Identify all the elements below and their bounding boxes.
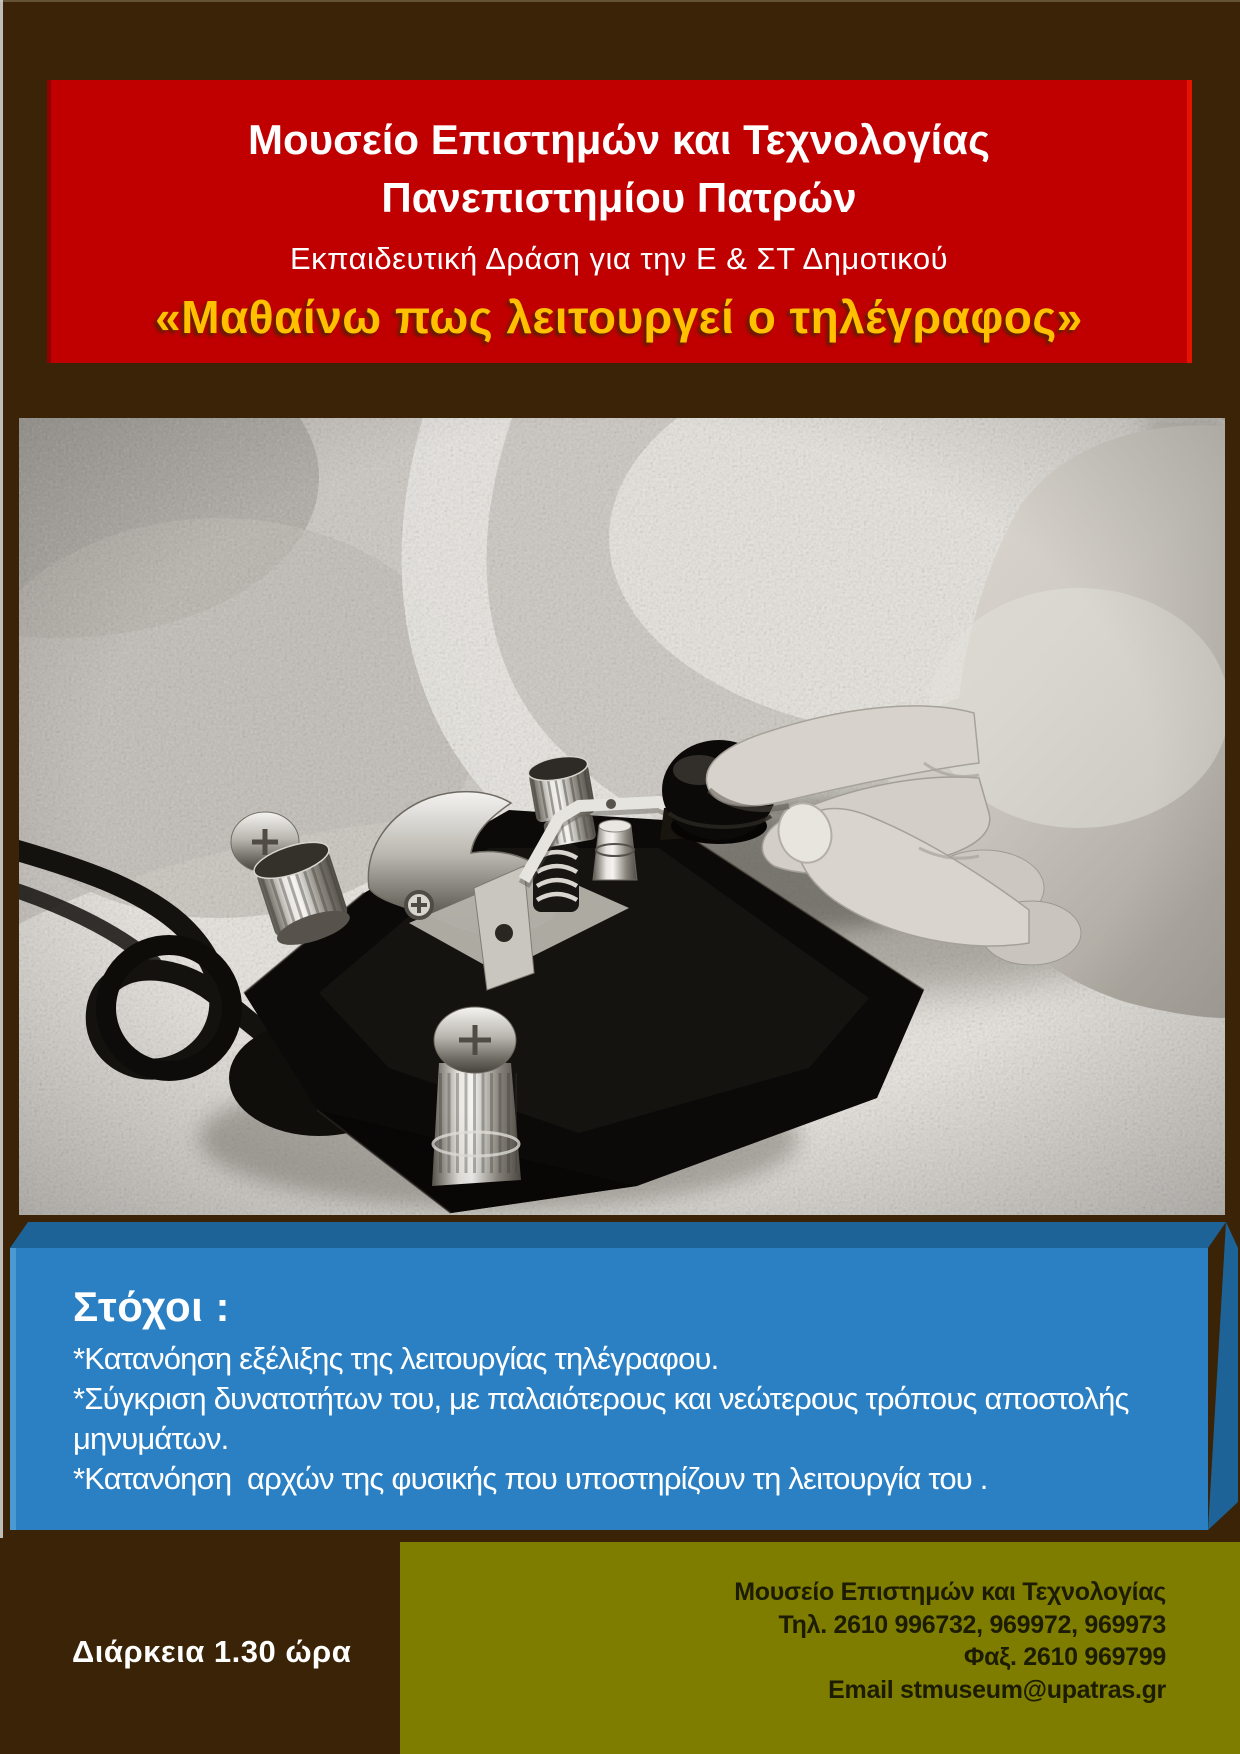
telegraph-photo xyxy=(19,418,1225,1215)
contact-block xyxy=(734,1576,1166,1706)
contact-email: Email stmuseum@upatras.gr xyxy=(828,1675,1166,1704)
audience-subtitle: Εκπαιδευτική Δράση για την Ε & ΣΤ Δημοτικού xyxy=(289,241,949,276)
goal-line-4: *Κατανόηση αρχών της φυσικής που υποστηρίζουν τη λειτουργία του . xyxy=(73,1461,988,1496)
header-banner xyxy=(47,80,1192,363)
museum-title-line2: Πανεπιστημίου Πατρών xyxy=(381,174,857,221)
goals-heading: Στόχοι : xyxy=(73,1283,231,1330)
goal-line-2: *Σύγκριση δυνατοτήτων του, με παλαιότερους και νεώτερους τρόπους αποστολής xyxy=(73,1381,1129,1416)
page-top-edge-highlight xyxy=(0,0,1240,2)
page-left-edge-highlight xyxy=(0,0,3,1538)
telegraph-photo-illustration xyxy=(19,418,1225,1215)
activity-title: «Μαθαίνω πως λειτουργεί ο τηλέγραφος» xyxy=(155,291,1083,343)
goals-section xyxy=(73,1283,1213,1499)
goal-line-3: μηνυμάτων. xyxy=(73,1421,229,1456)
contact-org: Μουσείο Επιστημών και Τεχνολογίας xyxy=(734,1578,1166,1606)
museum-title-line1: Μουσείο Επιστημών και Τεχνολογίας xyxy=(248,116,990,163)
contact-panel xyxy=(400,1542,1240,1754)
goal-line-1: *Κατανόηση εξέλιξης της λειτουργίας τηλέγραφου. xyxy=(73,1341,719,1376)
duration-text: Διάρκεια 1.30 ώρα xyxy=(72,1634,352,1669)
contact-phone: Τηλ. 2610 996732, 969972, 969973 xyxy=(778,1610,1166,1639)
contact-fax: Φαξ. 2610 969799 xyxy=(963,1643,1166,1671)
